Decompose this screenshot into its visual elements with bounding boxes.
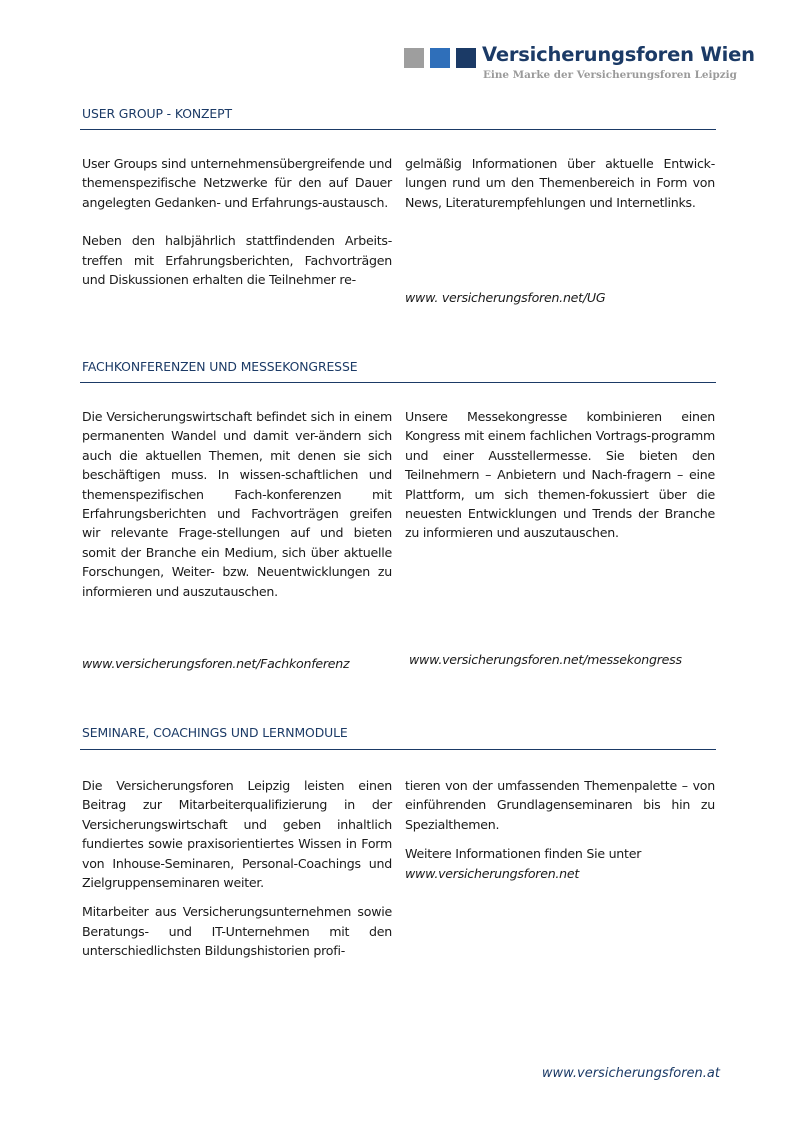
seminare-paragraph-3: tieren von der umfassenden Themenpalette – von einführenden Grundlagenseminaren bis hin zu Spezialthemen. <box>405 778 715 832</box>
footer-website-link[interactable]: www.versicherungsforen.at <box>541 1066 720 1081</box>
messekongress-right-column <box>405 407 715 543</box>
logo-tagline: Eine Marke der Versicherungsforen Leipzig <box>483 69 737 81</box>
section-title-usergroup: USER GROUP - KONZEPT <box>82 106 232 121</box>
seminare-more-info-text: Weitere Informationen finden Sie unter <box>405 846 642 862</box>
usergroup-paragraph-2: Neben den halbjährlich stattfindenden Arbeits-treffen mit Erfahrungsberichten, Fachvorträgen und Diskussionen erhalten die Teilnehmer re- <box>82 233 392 288</box>
logo-square-gray <box>404 48 424 68</box>
seminare-left-column <box>82 776 392 961</box>
seminare-paragraph-1: Die Versicherungsforen Leipzig leisten einen Beitrag zur Mitarbeiterqualifizierung in der Versicherungswirtschaft und geben inhaltlich fundiertes sowie praxisorientiertes Wissen in Form von Inhouse-Seminaren, Personal-Coachings und Zielgruppenseminaren weiter. <box>82 778 392 891</box>
seminare-paragraph-2: Mitarbeiter aus Versicherungsunternehmen sowie Beratungs- und IT-Unternehmen mit den unterschiedlichsten Bildungshistorien profi- <box>82 904 392 959</box>
messekongress-link[interactable]: www.versicherungsforen.net/messekongress <box>409 652 682 667</box>
seminare-more-info <box>405 844 715 883</box>
usergroup-paragraph-1: User Groups sind unternehmensübergreifende und themenspezifische Netzwerke für den auf Dauer angelegten Gedanken- und Erfahrungs-austausch. <box>82 156 392 210</box>
section-divider <box>80 749 716 750</box>
seminare-right-column <box>405 776 715 883</box>
logo-brand-name: Versicherungsforen Wien <box>482 43 755 66</box>
section-title-fachkonferenzen: FACHKONFERENZEN UND MESSEKONGRESSE <box>82 359 358 374</box>
fachkonferenz-left-column <box>82 407 392 601</box>
logo-square-blue <box>430 48 450 68</box>
section-divider <box>80 129 716 130</box>
brand-logo <box>404 43 755 86</box>
logo-square-navy <box>456 48 476 68</box>
usergroup-paragraph-3: gelmäßig Informationen über aktuelle Entwick-lungen rund um den Themenbereich in Form von News, Literaturempfehlungen und Internetlinks. <box>405 156 715 210</box>
usergroup-link[interactable]: www. versicherungsforen.net/UG <box>405 290 606 305</box>
fachkonferenz-link[interactable]: www.versicherungsforen.net/Fachkonferenz <box>82 656 350 671</box>
usergroup-left-column <box>82 154 392 289</box>
fachkonferenz-paragraph: Die Versicherungswirtschaft befindet sich in einem permanenten Wandel und damit ver-ändern sich auch die aktuellen Themen, mit denen sie sich beschäftigen muss. In wissen-schaftlichen und themenspezifischen Fach-konferenzen mit Erfahrungsberichten und Fachvorträgen greifen wir relevante Frage-stellungen auf und bieten somit der Branche ein Medium, sich über aktuelle Forschungen, Weiter- bzw. Neuentwicklungen zu informieren und auszutauschen. <box>82 409 392 599</box>
seminare-link[interactable]: www.versicherungsforen.net <box>405 865 580 881</box>
section-divider <box>80 382 716 383</box>
usergroup-right-column <box>405 154 715 212</box>
section-title-seminare: SEMINARE, COACHINGS UND LERNMODULE <box>82 725 348 740</box>
messekongress-paragraph: Unsere Messekongresse kombinieren einen Kongress mit einem fachlichen Vortrags-programm und einer Ausstellermesse. Sie bieten den Teilnehmern – Anbietern und Nach-fragern – eine Plattform, um sich themen-fokussiert über die neuesten Entwicklungen und Trends der Branche zu informieren und auszutauschen. <box>405 409 715 541</box>
